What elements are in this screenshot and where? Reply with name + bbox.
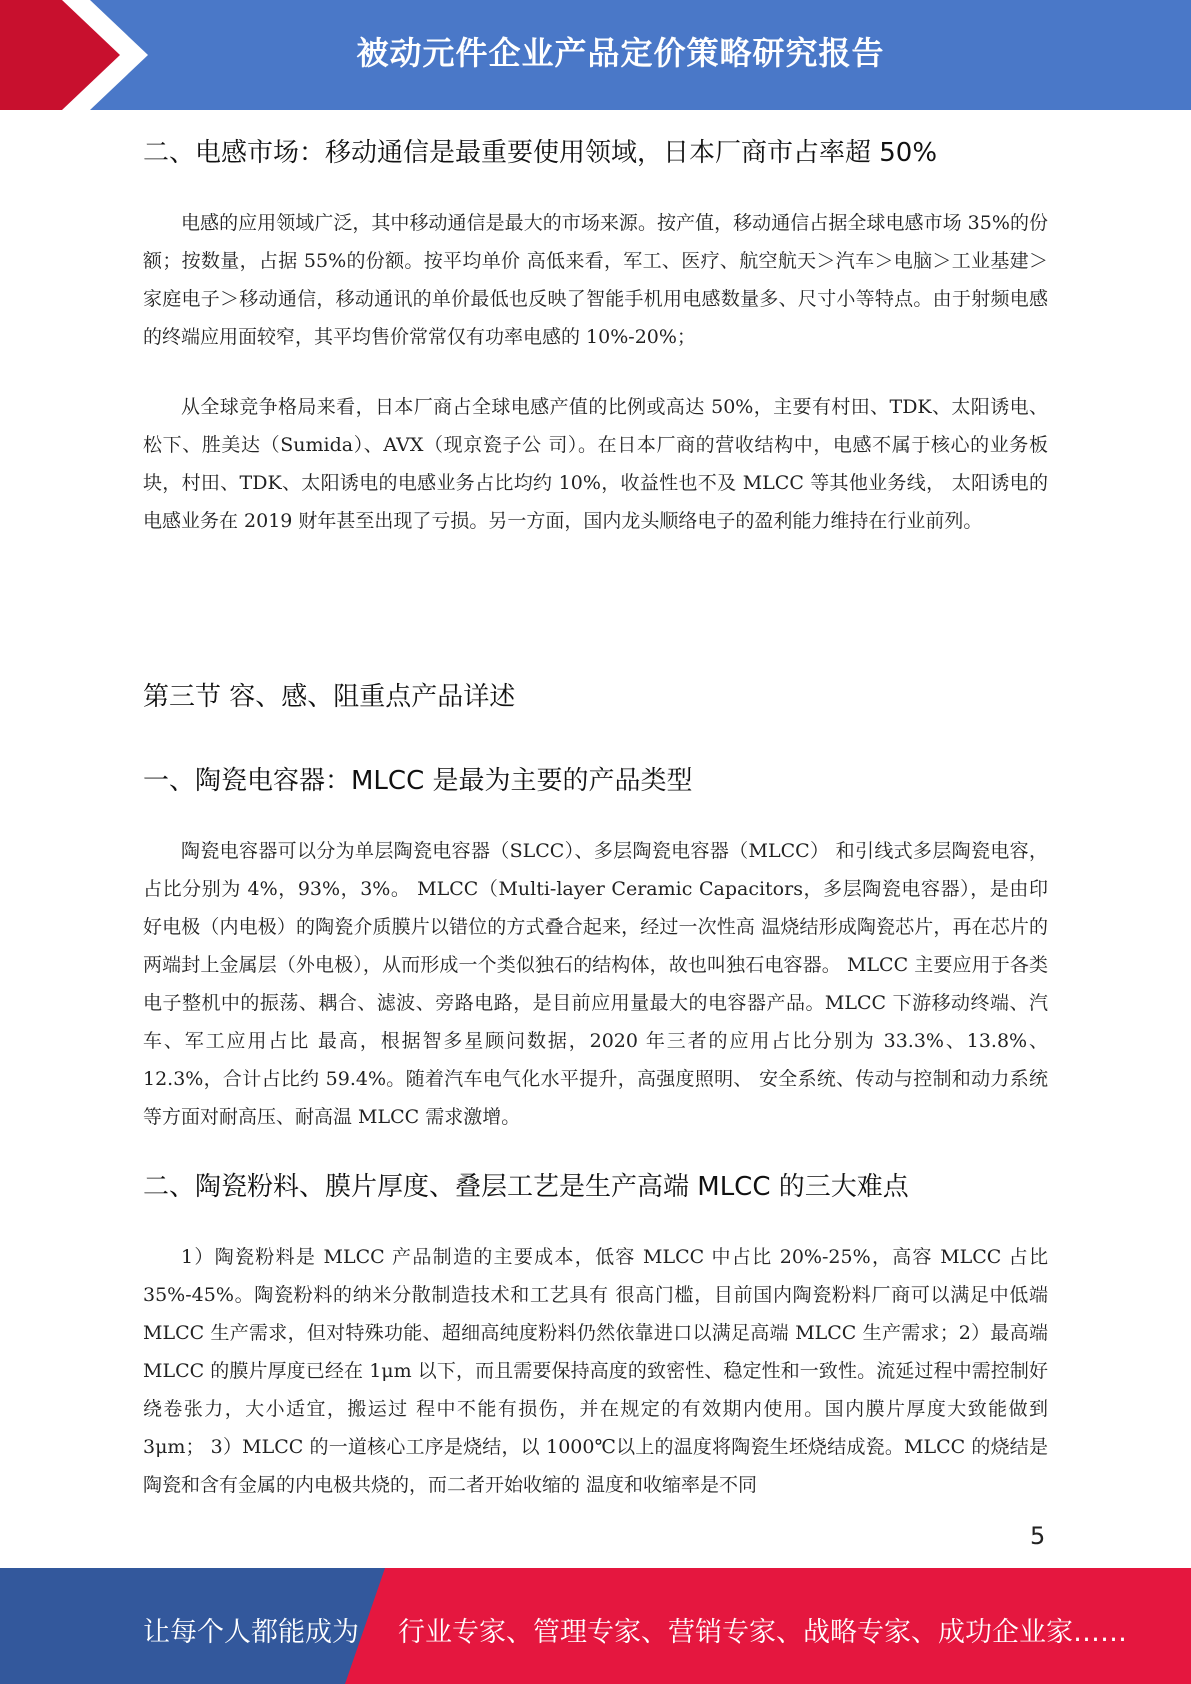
mlcc-heading: 一、陶瓷电容器：MLCC 是最为主要的产品类型 <box>143 766 693 796</box>
section-3-heading: 第三节 容、感、阻重点产品详述 <box>143 682 516 712</box>
mlcc-difficulty-paragraph: 1）陶瓷粉料是 MLCC 产品制造的主要成本，低容 MLCC 中占比 20%-25%，高容 MLCC 占比 35%-45%。陶瓷粉料的纳米分散制造技术和工艺具有 很高门槛，目前国内陶瓷粉料厂商可以满足中低端 MLCC 生产需求，但对特殊功能、超细高纯度粉料仍然依靠进口以满足高端 MLCC 生产需求；2）最高端 MLCC 的膜片厚度已经在 1μm 以下，而且需要保持高度的致密性、稳定性和一致性。流延过程中需控制好绕卷张力，大小适宜，搬运过 程中不能有损伤，并在规定的有效期内使用。国内膜片厚度大致能做到 3μm； 3）MLCC 的一道核心工序是烧结，以 1000℃以上的温度将陶瓷生坯烧结成瓷。MLCC 的烧结是陶瓷和含有金属的内电极共烧的，而二者开始收缩的 温度和收缩率是不同 <box>143 1246 1048 1496</box>
mlcc-paragraph: 陶瓷电容器可以分为单层陶瓷电容器（SLCC）、多层陶瓷电容器（MLCC） 和引线式多层陶瓷电容，占比分别为 4%，93%，3%。 MLCC（Multi-layer Ceramic Capacitors，多层陶瓷电容器），是由印好电极（内电极）的陶瓷介质膜片以错位的方式叠合起来，经过一次性高 温烧结形成陶瓷芯片，再在芯片的两端封上金属层（外电极），从而形成一个类似独石的结构体，故也叫独石电容器。 MLCC 主要应用于各类电子整机中的振荡、耦合、滤波、旁路电路，是目前应用量最大的电容器产品。MLCC 下游移动终端、汽车、军工应用占比 最高，根据智多星顾问数据，2020 年三者的应用占比分别为 33.3%、13.8%、12.3%，合计占比约 59.4%。随着汽车电气化水平提升，高强度照明、 安全系统、传动与控制和动力系统等方面对耐高压、耐高温 MLCC 需求激增。 <box>143 840 1048 1128</box>
page-header <box>0 0 1191 110</box>
page-footer <box>0 1568 1191 1684</box>
page-number: 5 <box>1030 1522 1046 1550</box>
inductor-paragraph-1: 电感的应用领域广泛，其中移动通信是最大的市场来源。按产值，移动通信占据全球电感市场 35%的份额；按数量，占据 55%的份额。按平均单价 高低来看，军工、医疗、航空航天＞汽车＞电脑＞工业基建＞家庭电子＞移动通信，移动通讯的单价最低也反映了智能手机用电感数量多、尺寸小等特点。由于射频电感的终端应用面较窄，其平均售价常常仅有功率电感的 10%-20%； <box>143 212 1048 348</box>
mlcc-difficulty-heading: 二、陶瓷粉料、膜片厚度、叠层工艺是生产高端 MLCC 的三大难点 <box>143 1172 909 1202</box>
footer-slogan-left: 让每个人都能成为 <box>143 1617 359 1648</box>
inductor-market-heading: 二、电感市场：移动通信是最重要使用领域，日本厂商市占率超 50% <box>143 138 938 168</box>
footer-slogan-right: 行业专家、管理专家、营销专家、战略专家、成功企业家…… <box>398 1617 1127 1648</box>
report-title: 被动元件企业产品定价策略研究报告 <box>356 34 885 72</box>
inductor-paragraph-2: 从全球竞争格局来看，日本厂商占全球电感产值的比例或高达 50%，主要有村田、TDK、太阳诱电、松下、胜美达（Sumida）、AVX（现京瓷子公 司）。在日本厂商的营收结构中，电感不属于核心的业务板块，村田、TDK、太阳诱电的电感业务占比均约 10%，收益性也不及 MLCC 等其他业务线， 太阳诱电的电感业务在 2019 财年甚至出现了亏损。另一方面，国内龙头顺络电子的盈利能力维持在行业前列。 <box>143 396 1048 532</box>
